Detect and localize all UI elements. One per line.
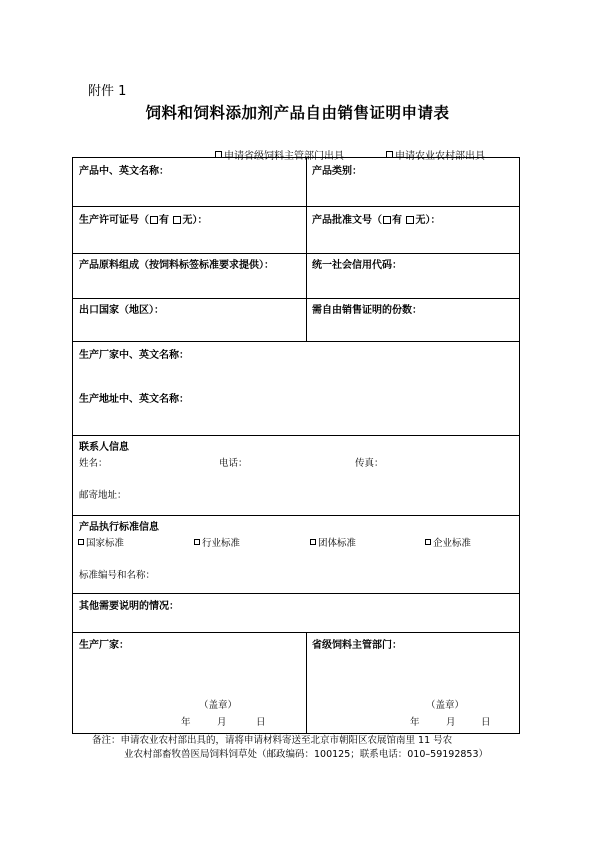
other-notes-label: 其他需要说明的情况： — [79, 601, 179, 612]
contact-name-label: 姓名： — [79, 458, 108, 469]
manufacturer-signature-label: 生产厂家： — [79, 640, 129, 651]
license-no-text: 无）： — [182, 215, 208, 226]
row-divider — [73, 253, 519, 254]
authority-month-text: 月 — [446, 717, 456, 728]
standard-option-group[interactable] — [310, 535, 356, 549]
license-text: 生产许可证号（ — [79, 215, 149, 226]
standard-option-label: 企业标准 — [433, 538, 472, 549]
standard-option-industry[interactable] — [194, 535, 240, 549]
column-divider — [306, 158, 307, 341]
authority-seal-text: （盖章） — [426, 700, 465, 711]
issuer-option-label: 申请农业农村部出具 — [395, 151, 485, 162]
approval-no-text: 无）： — [415, 215, 441, 226]
standards-section-title: 产品执行标准信息 — [79, 522, 159, 533]
checkbox-icon[interactable] — [150, 216, 158, 224]
manufacturer-day-text: 日 — [256, 717, 266, 728]
standard-option-label: 国家标准 — [86, 538, 125, 549]
product-name-label: 产品中、英文名称： — [79, 166, 169, 177]
standard-option-enterprise[interactable] — [425, 535, 471, 549]
checkbox-icon[interactable] — [78, 539, 84, 545]
checkbox-icon[interactable] — [310, 539, 316, 545]
standard-option-national[interactable] — [78, 535, 124, 549]
credit-code-label: 统一社会信用代码： — [312, 260, 402, 271]
contact-address-label: 邮寄地址： — [79, 490, 127, 501]
approval-number-label — [312, 211, 440, 226]
footnote-line-2: 业农村部畜牧兽医局饲料饲草处（邮政编码：100125；联系电话：010–59192853） — [124, 749, 489, 760]
license-number-label — [79, 211, 207, 226]
standard-option-label: 行业标准 — [202, 538, 241, 549]
manufacturer-year-text: 年 — [181, 717, 191, 728]
ingredients-label: 产品原料组成（按饲料标签标准要求提供）： — [79, 260, 274, 271]
cert-copies-label: 需自由销售证明的份数： — [312, 305, 422, 316]
contact-section-title: 联系人信息 — [79, 442, 129, 453]
row-divider — [73, 206, 519, 207]
issuer-option-label: 申请省级饲料主管部门出具 — [224, 151, 344, 162]
checkbox-icon[interactable] — [194, 539, 200, 545]
export-country-label: 出口国家（地区）： — [79, 305, 164, 316]
authority-day-text: 日 — [481, 717, 491, 728]
contact-fax-label: 传真： — [355, 458, 384, 469]
application-table — [72, 157, 520, 734]
license-yes-text: 有 — [159, 215, 169, 226]
row-divider — [73, 632, 519, 633]
footnote-line-1: 备注：申请农业农村部出具的，请将申请材料寄送至北京市朝阳区农展馆南里 11 号农 — [92, 735, 453, 746]
row-divider — [73, 593, 519, 594]
row-divider — [73, 298, 519, 299]
attachment-label: 附件 1 — [88, 84, 127, 99]
row-divider — [73, 435, 519, 436]
authority-year-text: 年 — [410, 717, 420, 728]
manufacturer-month-text: 月 — [217, 717, 227, 728]
footnote — [92, 734, 532, 762]
manufacturer-name-label: 生产厂家中、英文名称： — [79, 350, 189, 361]
standard-option-label: 团体标准 — [318, 538, 357, 549]
authority-signature-label: 省级饲料主管部门： — [312, 640, 402, 651]
row-divider — [73, 515, 519, 516]
checkbox-icon[interactable] — [425, 539, 431, 545]
approval-yes-text: 有 — [392, 215, 402, 226]
checkbox-icon[interactable] — [383, 216, 391, 224]
column-divider — [306, 632, 307, 734]
approval-text: 产品批准文号（ — [312, 215, 382, 226]
form-title: 饲料和饲料添加剂产品自由销售证明申请表 — [145, 103, 450, 122]
manufacturer-seal-text: （盖章） — [199, 700, 238, 711]
standard-number-label: 标准编号和名称： — [79, 570, 156, 581]
contact-phone-label: 电话： — [219, 458, 248, 469]
product-category-label: 产品类别： — [312, 166, 362, 177]
checkbox-icon[interactable] — [173, 216, 181, 224]
checkbox-icon[interactable] — [406, 216, 414, 224]
row-divider — [73, 341, 519, 342]
manufacturer-address-label: 生产地址中、英文名称： — [79, 394, 189, 405]
